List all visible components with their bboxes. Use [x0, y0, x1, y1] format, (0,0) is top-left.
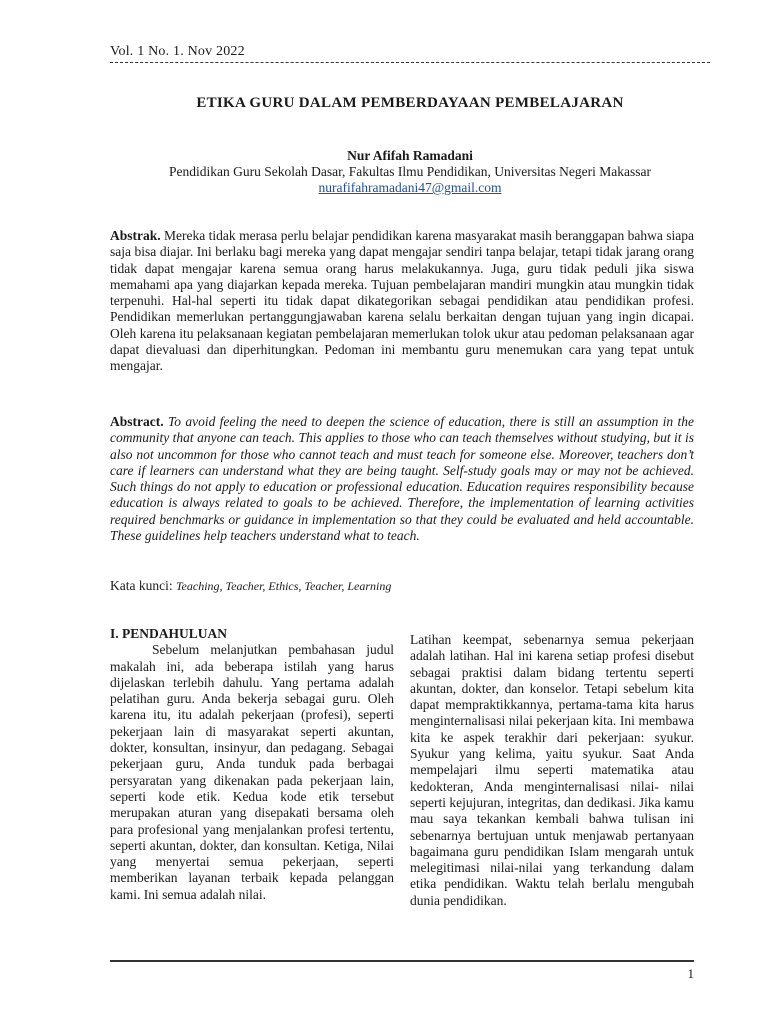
- abstract-indonesian: [110, 228, 694, 375]
- author-email-link[interactable]: nurafifahramadani47@gmail.com: [318, 180, 502, 195]
- keywords-values: Teaching, Teacher, Ethics, Teacher, Learning: [175, 579, 392, 593]
- keywords: [110, 578, 694, 594]
- footer-divider: [110, 960, 694, 962]
- abstract-id-text: Mereka tidak merasa perlu belajar pendidikan karena masyarakat masih beranggapan bahwa siapa saja bisa diajar. Ini berlaku bagi mereka yang dapat mengajar sendiri tanpa belajar, tetapi tidak jarang orang tidak dapat mengajar karena semua orang harus melakukannya. Juga, guru tidak peduli jika siswa memahami apa yang diajarkan kepada mereka. Tujuan pembelajaran mandiri mungkin atau mungkin tidak terpenuhi. Hal-hal seperti itu tidak dapat dikategorikan sebagai pendidikan atau pendidikan profesi. Pendidikan memerlukan pertanggungjawaban karena selalu berkaitan dengan tujuan yang ingin dicapai. Oleh karena itu pelaksanaan kegiatan pembelajaran memerlukan tolok ukur atau pedoman pelaksanaan agar dapat dievaluasi dan diperhitungkan. Pedoman ini membantu guru menemukan cara yang tepat untuk mengajar.: [110, 228, 694, 374]
- abstract-id-label: Abstrak.: [110, 228, 161, 243]
- abstract-en-text: To avoid feeling the need to deepen the science of education, there is still an assumption in the community that anyone can teach. This applies to those who can teach themselves without studying, but it is also not uncommon for those who cannot teach and must teach for someone else. Moreover, teachers don’t care if learners can understand what they are being taught. Self-study goals may or may not be achieved. Such things do not apply to education or professional education. Education requires responsibility because education is always related to goals to be achieved. Therefore, the implementation of learning activities required benchmarks or guidance in implementation so that they could be evaluated and held accountable. These guidelines help teachers understand what to teach.: [110, 414, 695, 544]
- journal-info: Vol. 1 No. 1. Nov 2022: [110, 44, 245, 59]
- page-number: 1: [687, 966, 694, 981]
- article-title: ETIKA GURU DALAM PEMBERDAYAAN PEMBELAJARAN: [196, 95, 624, 111]
- body-paragraph-left: Sebelum melanjutkan pembahasan judul makalah ini, ada beberapa istilah yang harus dijelaskan terlebih dahulu. Yang pertama adalah pelatihan guru. Anda bekerja sebagai guru. Oleh karena itu, itu adalah pekerjaan (profesi), seperti pekerjaan lain di masyarakat seperti akuntan, dokter, konsultan, insinyur, dan pedagang. Sebagai pekerjaan guru, Anda tunduk pada berbagai persyaratan yang dikenakan pada pekerjaan lain, seperti kode etik. Kedua kode etik tersebut merupakan aturan yang disepakati bersama oleh para profesional yang menjalankan profesi tertentu, seperti akuntan, dokter, dan konsultan. Ketiga, Nilai yang menyertai semua pekerjaan, seperti memberikan layanan terbaik kepada pelanggan kami. Ini semua adalah nilai.: [110, 642, 394, 902]
- abstract-en-label: Abstract.: [110, 414, 164, 429]
- abstract-english: [110, 414, 694, 544]
- body-paragraph-right: Latihan keempat, sebenarnya semua pekerjaan adalah latihan. Hal ini karena setiap profesi disebut sebagai praktisi dalam bidang tertentu seperti akuntan, dokter, dan konselor. Tetapi sebelum kita dapat mempraktikkannya, pertama-tama kita harus menginternalisasi nilai pekerjaan kita. Ini membawa kita ke aspek terakhir dari pekerjaan: syukur. Syukur yang kelima, yaitu syukur. Saat Anda mempelajari ilmu seperti matematika atau kedokteran, Anda menginternalisasi nilai- nilai seperti kejujuran, integritas, dan dedikasi. Jika kamu mau saya tekankan kembali bahwa tulisan ini sebenarnya bertujuan untuk menjawab pertanyaan bagaimana guru pendidikan Islam mengarah untuk melegitimasi nilai-nilai yang terkandung dalam etika pendidikan. Waktu telah berlalu mengubah dunia pendidikan.: [410, 632, 694, 908]
- author-name: Nur Afifah Ramadani: [347, 148, 473, 163]
- column-right: [410, 632, 694, 909]
- header-divider: [110, 62, 710, 63]
- section-heading: I. PENDAHULUAN: [110, 626, 228, 641]
- affiliation-text: Pendidikan Guru Sekolah Dasar, Fakultas Ilmu Pendidikan, Universitas Negeri Makassar: [169, 164, 651, 179]
- keywords-label: Kata kunci:: [110, 578, 173, 593]
- author-affiliation: [110, 164, 710, 196]
- column-left: [110, 626, 394, 903]
